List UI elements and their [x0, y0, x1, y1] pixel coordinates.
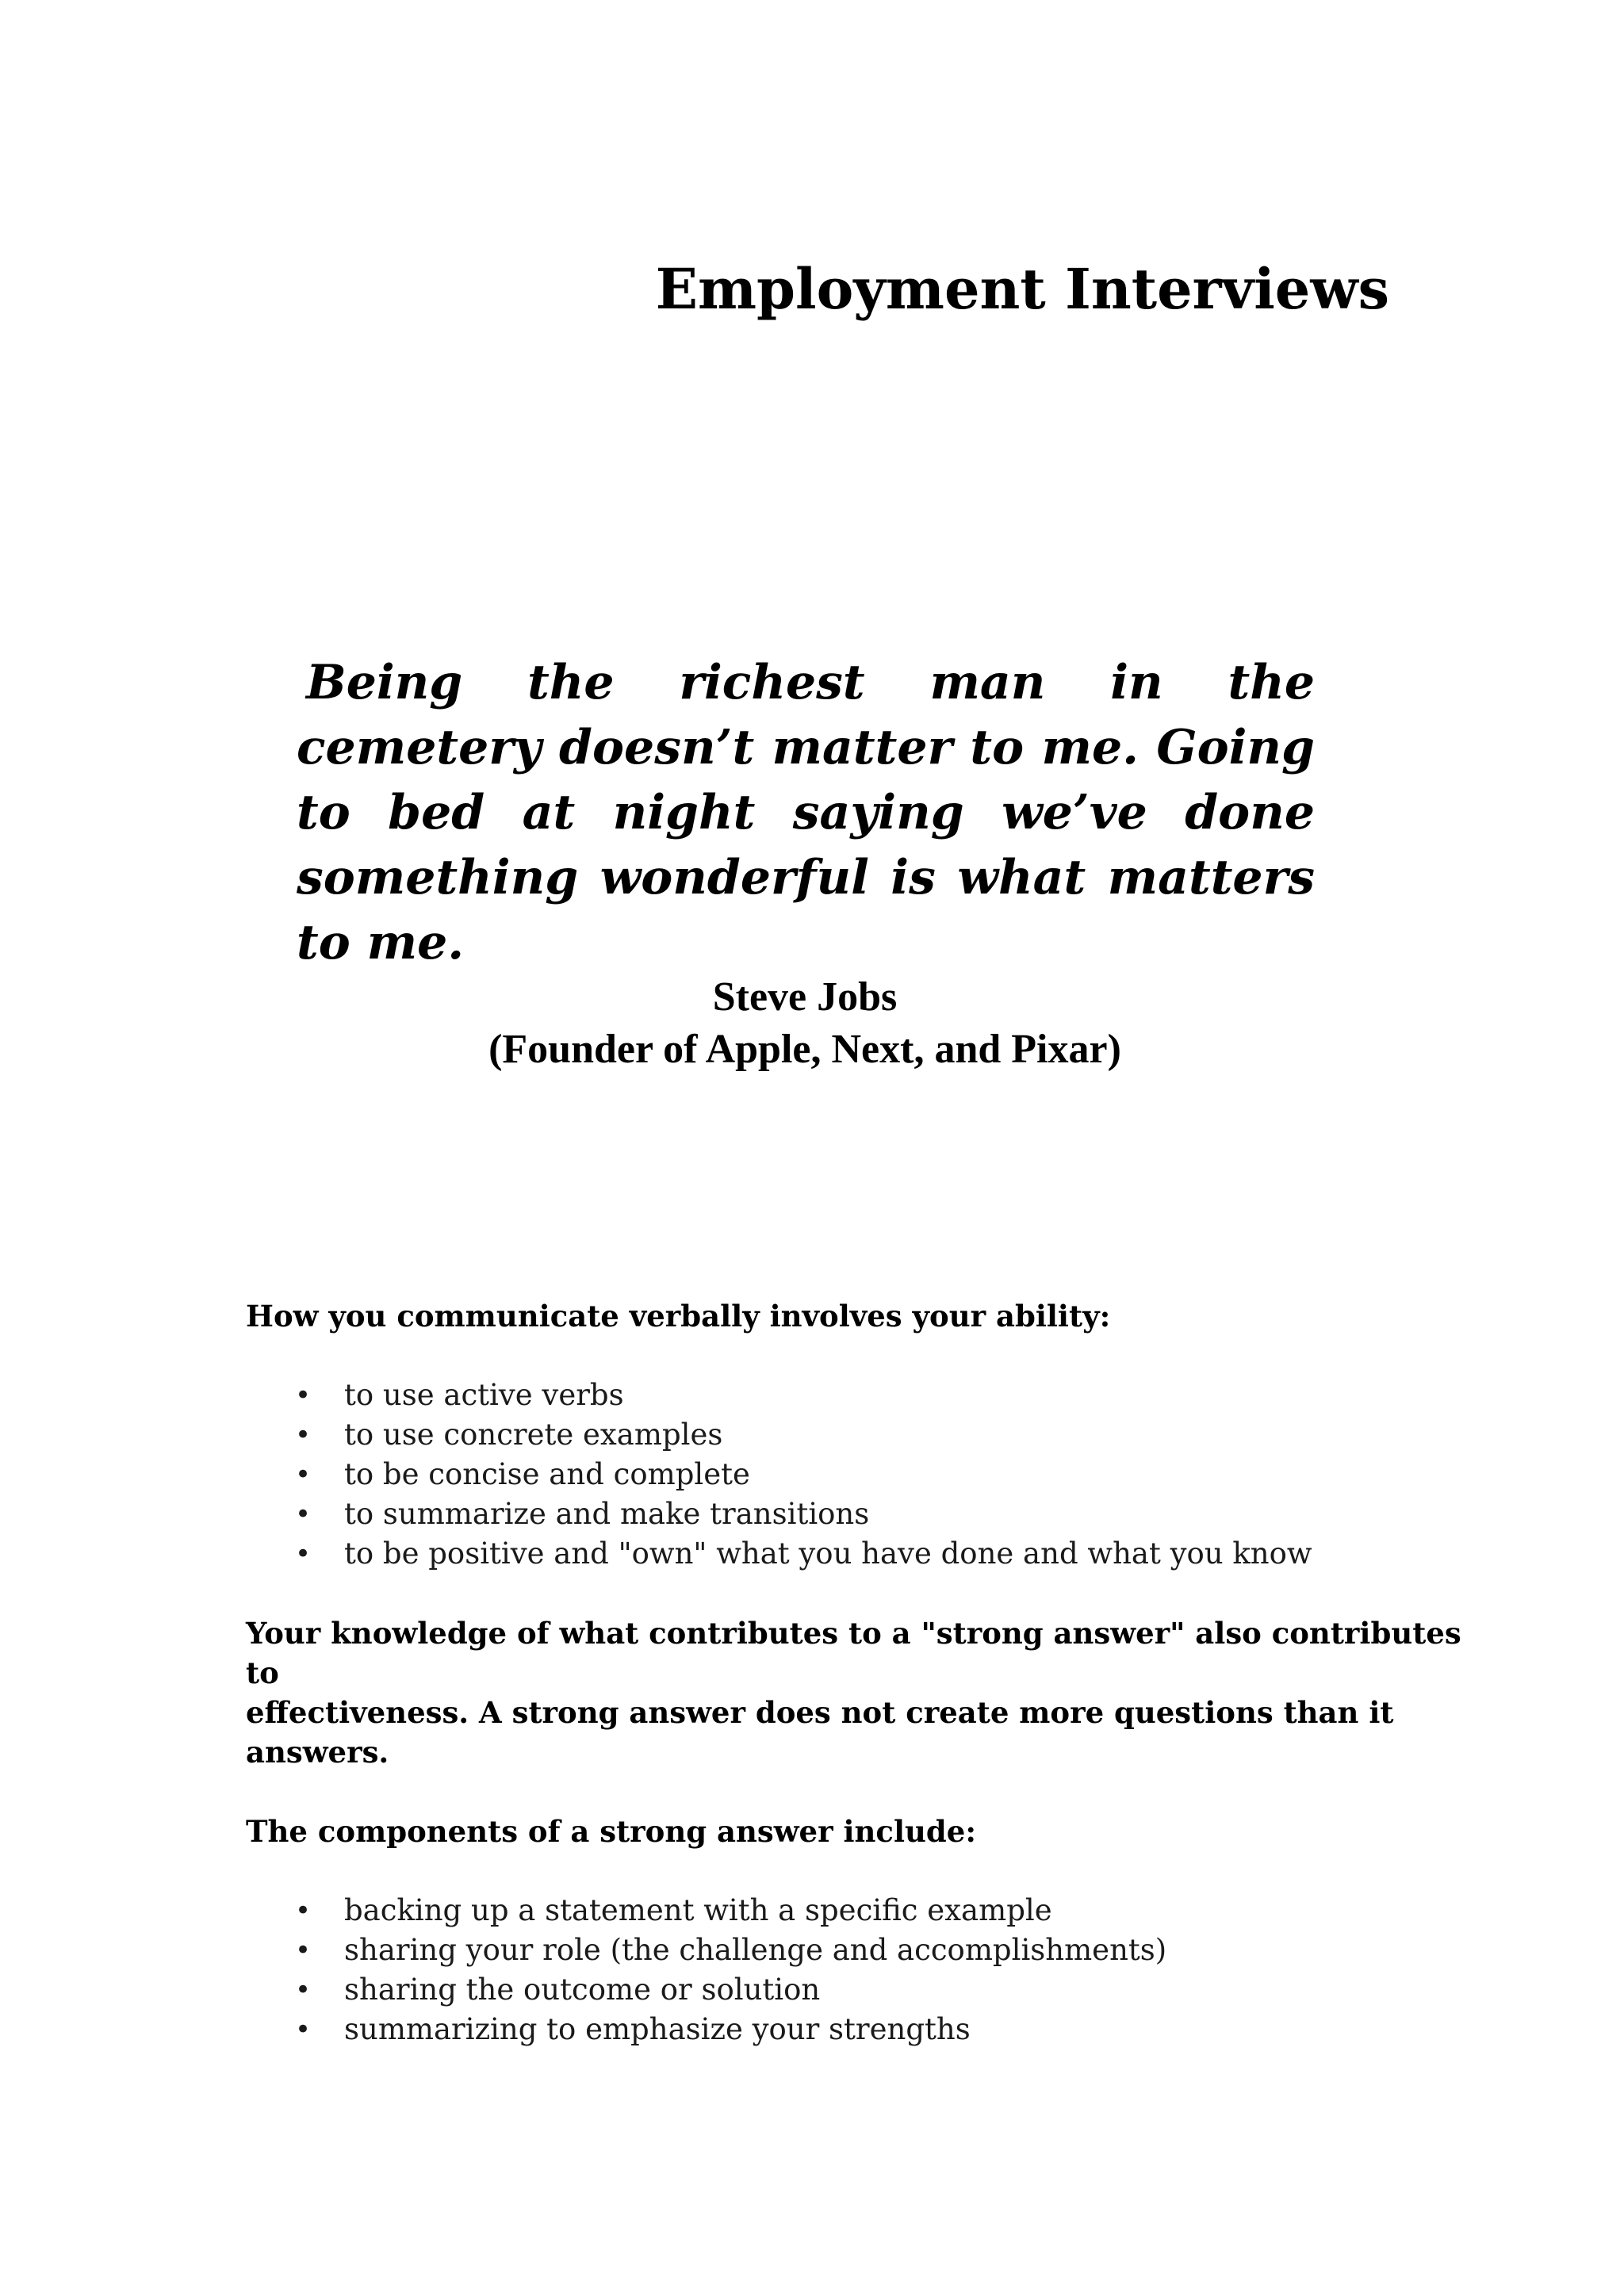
- attribution-role: (Founder of Apple, Next, and Pixar): [488, 1027, 1121, 1072]
- strong-answer-paragraph: Your knowledge of what contributes to a "strong answer" also contributes to effectiveness. A strong answer does not create more questions than it answers.: [246, 1616, 1461, 1770]
- verbal-list: [246, 1376, 1483, 1574]
- bullet-icon: •: [295, 2014, 312, 2045]
- attribution-name: Steve Jobs: [712, 974, 898, 1020]
- list-item: • to use concrete examples: [246, 1415, 1483, 1455]
- bullet-icon: •: [295, 1498, 312, 1530]
- page-title: Employment Interviews: [655, 256, 1389, 322]
- bullet-icon: •: [295, 1419, 312, 1451]
- list-item: • summarizing to emphasize your strengths: [246, 2010, 1483, 2049]
- bullet-icon: •: [295, 1974, 312, 2006]
- quote-attribution: [0, 971, 1610, 1076]
- list-item: • to use active verbs: [246, 1376, 1483, 1415]
- verbal-heading: How you communicate verbally involves your ability:: [246, 1299, 1111, 1334]
- quote-text: Being the richest man in the cemetery doesn’t matter to me. Going to bed at night saying we’ve done something wonderful is what matters to me.: [297, 655, 1315, 970]
- bullet-icon: •: [295, 1459, 312, 1490]
- bullet-icon: •: [295, 1380, 312, 1411]
- bullet-icon: •: [295, 1934, 312, 1966]
- list-item: • backing up a statement with a specific example: [246, 1891, 1483, 1931]
- components-list: [246, 1891, 1483, 2049]
- list-item: • sharing the outcome or solution: [246, 1970, 1483, 2010]
- list-item: • to be positive and "own" what you have done and what you know: [246, 1534, 1483, 1574]
- bullet-icon: •: [295, 1895, 312, 1927]
- document-body: [246, 1296, 1483, 2089]
- components-heading: The components of a strong answer include:: [246, 1814, 976, 1849]
- list-item: • sharing your role (the challenge and accomplishments): [246, 1931, 1483, 1970]
- list-item: • to summarize and make transitions: [246, 1494, 1483, 1534]
- bullet-icon: •: [295, 1538, 312, 1570]
- list-item: • to be concise and complete: [246, 1455, 1483, 1494]
